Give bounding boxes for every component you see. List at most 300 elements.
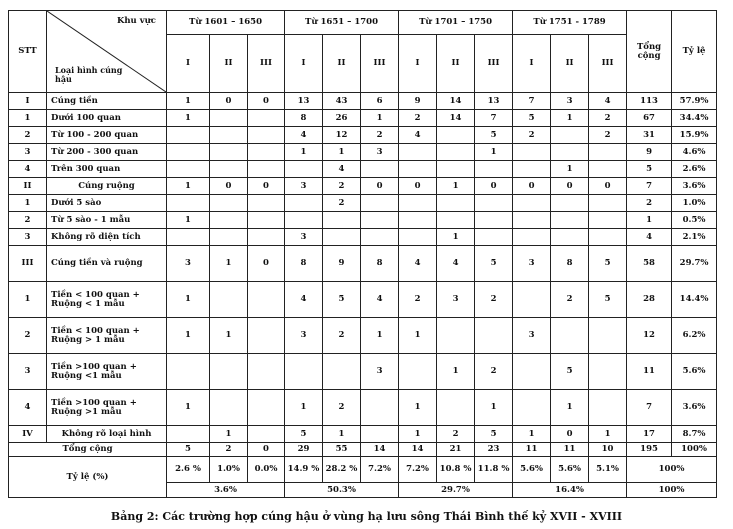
row-percent: 5.6% [672,354,717,390]
table-cell [323,229,361,246]
table-cell: 0 [551,178,589,195]
row-label: Tiền < 100 quan + Ruộng < 1 mẫu [47,282,167,318]
table-cell [475,212,513,229]
table-cell: 1.0% [210,457,248,483]
table-cell: 1 [361,110,399,127]
row-total: 2 [627,195,672,212]
table-cell [551,144,589,161]
table-cell [248,195,285,212]
table-cell: 2 [437,426,475,443]
table-cell: 0 [248,178,285,195]
row-stt: 4 [9,390,47,426]
row-percent: 29.7% [672,246,717,282]
header-sub-column: III [589,35,627,93]
table-row [9,93,717,110]
row-percent: 8.7% [672,426,717,443]
table-cell: 8 [361,246,399,282]
table-cell: 43 [323,93,361,110]
table-cell [513,212,551,229]
header-period: Từ 1701 – 1750 [399,11,513,35]
table-cell: 0.0% [248,457,285,483]
table-cell [437,195,475,212]
table-cell [551,195,589,212]
table-cell [323,354,361,390]
table-row [9,161,717,178]
row-label: Cúng tiền và ruộng [47,246,167,282]
table-cell [589,390,627,426]
row-percent: 15.9% [672,127,717,144]
table-cell: 7 [513,93,551,110]
table-cell: 12 [323,127,361,144]
table-cell: 5 [589,282,627,318]
table-cell [210,229,248,246]
table-cell: 8 [285,110,323,127]
table-cell [210,161,248,178]
header-sub-column: III [361,35,399,93]
header-tong-cong: Tổng cộng [627,11,672,93]
table-cell [437,318,475,354]
table-cell [475,229,513,246]
table-cell: 6 [361,93,399,110]
table-cell [513,282,551,318]
row-percent: 0.5% [672,212,717,229]
row-label: Trên 300 quan [47,161,167,178]
table-cell: 3 [437,282,475,318]
table-cell: 11.8 % [475,457,513,483]
table-cell [248,282,285,318]
table-cell: 5 [475,426,513,443]
table-cell [323,212,361,229]
row-stt: 4 [9,161,47,178]
row-label: Từ 200 - 300 quan [47,144,167,161]
row-total: 9 [627,144,672,161]
table-cell [361,195,399,212]
table-cell [361,161,399,178]
table-cell: 23 [475,443,513,457]
row-total: 67 [627,110,672,127]
table-cell: 4 [323,161,361,178]
table-cell [361,212,399,229]
table-cell: 2 [551,282,589,318]
row-percent: 14.4% [672,282,717,318]
table-row [9,246,717,282]
table-cell [167,229,210,246]
table-cell: 3 [285,318,323,354]
row-label: Tiền >100 quan + Ruộng <1 mẫu [47,354,167,390]
table-cell: 7 [475,110,513,127]
total-row-label: Tổng cộng [9,443,167,457]
table-cell [167,161,210,178]
table-row [9,354,717,390]
table-cell [589,195,627,212]
table-caption: Bảng 2: Các trường hợp cúng hậu ở vùng hạ lưu sông Thái Bình thế kỷ XVII - XVIII [110,510,623,523]
table-cell: 14 [399,443,437,457]
row-label: Từ 100 - 200 quan [47,127,167,144]
table-row [9,390,717,426]
table-cell: 1 [361,318,399,354]
table-cell [210,282,248,318]
row-total: 7 [627,178,672,195]
row-stt: 2 [9,318,47,354]
row-percent: 3.6% [672,390,717,426]
table-cell: 1 [323,144,361,161]
data-table [8,10,717,498]
row-stt: 2 [9,212,47,229]
table-cell: 5.6% [513,457,551,483]
row-label: Không rõ diện tích [47,229,167,246]
table-cell: 1 [589,426,627,443]
table-cell: 1 [285,144,323,161]
row-total: 7 [627,390,672,426]
table-row [9,178,717,195]
table-cell: 2 [589,127,627,144]
table-cell: 3 [513,246,551,282]
table-cell: 2 [361,127,399,144]
header-sub-column: II [551,35,589,93]
table-row [9,282,717,318]
header-sub-column: II [323,35,361,93]
table-cell [589,229,627,246]
table-cell [285,195,323,212]
table-cell [589,354,627,390]
table-cell [513,144,551,161]
table-cell: 3 [361,354,399,390]
row-label: Cúng ruộng [47,178,167,195]
table-cell: 2 [323,195,361,212]
table-cell [248,161,285,178]
table-cell [210,354,248,390]
table-cell [589,144,627,161]
table-cell: 1 [167,318,210,354]
table-cell [167,127,210,144]
table-cell: 2 [323,390,361,426]
period-percent-cell: 50.3% [285,483,399,498]
table-cell: 13 [285,93,323,110]
table-cell [437,161,475,178]
table-cell [437,390,475,426]
row-percent: 2.1% [672,229,717,246]
table-cell: 1 [167,390,210,426]
row-percent: 100% [672,443,717,457]
table-cell [513,195,551,212]
table-cell [399,144,437,161]
row-label: Không rõ loại hình [47,426,167,443]
table-cell: 1 [437,229,475,246]
table-cell: 1 [167,178,210,195]
table-cell: 10.8 % [437,457,475,483]
table-row [9,229,717,246]
table-cell: 10 [589,443,627,457]
table-row [9,110,717,127]
header-sub-column: I [399,35,437,93]
row-total: 5 [627,161,672,178]
row-label: Tiền >100 quan + Ruộng >1 mẫu [47,390,167,426]
row-total: 31 [627,127,672,144]
ratio-row [9,457,717,483]
table-cell: 2 [323,318,361,354]
table-row [9,195,717,212]
header-stt: STT [9,11,47,93]
table-cell [210,144,248,161]
table-cell: 4 [399,246,437,282]
row-stt: 3 [9,229,47,246]
row-percent: 57.9% [672,93,717,110]
table-cell: 1 [399,426,437,443]
table-cell: 4 [285,282,323,318]
row-total: 17 [627,426,672,443]
table-cell: 1 [399,390,437,426]
table-cell [210,127,248,144]
table-cell: 1 [513,426,551,443]
table-cell: 7.2% [361,457,399,483]
table-cell [248,127,285,144]
table-cell: 5 [589,246,627,282]
table-row [9,212,717,229]
header-khu-vuc: Khu vực [116,16,156,26]
table-cell: 13 [475,93,513,110]
table-cell: 2 [475,282,513,318]
table-cell: 4 [285,127,323,144]
table-cell [551,318,589,354]
table-cell: 5 [551,354,589,390]
row-total: 12 [627,318,672,354]
table-cell: 0 [361,178,399,195]
table-cell: 9 [323,246,361,282]
table-cell [210,390,248,426]
header-sub-column: III [248,35,285,93]
table-cell: 21 [437,443,475,457]
table-cell: 11 [551,443,589,457]
table-cell: 1 [167,212,210,229]
table-cell: 3 [551,93,589,110]
ratio-row-percent: 100% [627,457,717,483]
row-total: 113 [627,93,672,110]
table-cell [167,426,210,443]
header-period: Từ 1601 – 1650 [167,11,285,35]
table-cell: 0 [248,246,285,282]
table-cell: 1 [551,110,589,127]
table-cell: 5 [323,282,361,318]
table-cell: 1 [210,318,248,354]
table-cell: 5 [475,246,513,282]
table-cell: 8 [285,246,323,282]
table-cell: 2 [399,282,437,318]
table-cell: 1 [551,161,589,178]
table-cell [248,354,285,390]
table-cell [475,161,513,178]
row-total: 1 [627,212,672,229]
table-cell: 2 [210,443,248,457]
table-cell [167,144,210,161]
row-percent: 3.6% [672,178,717,195]
row-stt: I [9,93,47,110]
row-stt: 2 [9,127,47,144]
row-percent: 6.2% [672,318,717,354]
table-cell: 8 [551,246,589,282]
table-row [9,127,717,144]
period-percent-cell: 16.4% [513,483,627,498]
table-cell: 4 [589,93,627,110]
header-sub-column: I [513,35,551,93]
table-cell: 1 [210,426,248,443]
row-percent: 2.6% [672,161,717,178]
table-cell: 5 [513,110,551,127]
table-cell [513,161,551,178]
table-cell [437,144,475,161]
table-cell [248,212,285,229]
table-cell: 14.9 % [285,457,323,483]
table-cell: 1 [475,144,513,161]
table-cell: 55 [323,443,361,457]
table-cell: 1 [475,390,513,426]
table-cell [248,229,285,246]
header-loai-hinh: Loại hình cúng hậu [55,65,123,84]
table-cell: 1 [285,390,323,426]
table-cell [285,354,323,390]
table-cell: 0 [551,426,589,443]
row-stt: 3 [9,354,47,390]
period-percent-total: 100% [627,483,717,498]
table-cell: 2 [323,178,361,195]
period-percent-cell: 29.7% [399,483,513,498]
table-cell [210,212,248,229]
header-ty-le: Tỷ lệ [672,11,717,93]
table-cell [475,195,513,212]
table-cell [513,229,551,246]
table-cell: 0 [475,178,513,195]
table-cell: 7.2% [399,457,437,483]
row-label: Dưới 5 sào [47,195,167,212]
header-sub-column: I [285,35,323,93]
row-total: 4 [627,229,672,246]
table-cell [589,318,627,354]
row-label: Tiền < 100 quan + Ruộng > 1 mẫu [47,318,167,354]
table-cell [399,161,437,178]
table-cell [551,212,589,229]
table-cell [399,229,437,246]
row-total: 58 [627,246,672,282]
table-cell [167,354,210,390]
table-cell [513,354,551,390]
ratio-row-label: Tỷ lệ (%) [9,457,167,498]
table-cell: 0 [513,178,551,195]
header-sub-column: III [475,35,513,93]
row-total: 11 [627,354,672,390]
table-cell: 3 [285,178,323,195]
row-stt: IV [9,426,47,443]
table-cell [589,161,627,178]
table-cell [167,195,210,212]
table-cell: 5 [167,443,210,457]
table-cell [551,127,589,144]
row-stt: 1 [9,195,47,212]
table-cell [399,354,437,390]
table-cell: 0 [210,93,248,110]
table-cell: 14 [437,93,475,110]
row-percent: 34.4% [672,110,717,127]
table-cell: 4 [361,282,399,318]
row-label: Cúng tiền [47,93,167,110]
table-cell: 29 [285,443,323,457]
table-cell [475,318,513,354]
header-sub-column: II [210,35,248,93]
header-period: Từ 1651 – 1700 [285,11,399,35]
table-cell: 2 [399,110,437,127]
table-cell: 1 [551,390,589,426]
table-cell [399,195,437,212]
table-cell: 0 [210,178,248,195]
table-cell: 0 [248,93,285,110]
total-row [9,443,717,457]
table-cell: 5 [285,426,323,443]
table-cell [285,212,323,229]
table-cell [285,161,323,178]
table-cell: 1 [167,93,210,110]
table-cell: 3 [285,229,323,246]
table-cell: 3 [361,144,399,161]
row-total: 195 [627,443,672,457]
table-cell: 26 [323,110,361,127]
table-row [9,144,717,161]
table-cell [210,110,248,127]
table-cell [361,426,399,443]
table-cell [248,426,285,443]
table-cell: 5 [475,127,513,144]
row-percent: 1.0% [672,195,717,212]
table-cell [437,212,475,229]
header-period: Từ 1751 - 1789 [513,11,627,35]
table-cell: 1 [167,110,210,127]
table-cell [361,229,399,246]
table-cell: 9 [399,93,437,110]
table-cell [248,390,285,426]
table-cell: 1 [399,318,437,354]
table-cell [551,229,589,246]
table-cell [248,110,285,127]
table-row [9,318,717,354]
table-cell: 1 [210,246,248,282]
table-cell: 1 [323,426,361,443]
table-cell: 11 [513,443,551,457]
table-cell [437,127,475,144]
table-cell [589,212,627,229]
period-percent-cell: 3.6% [167,483,285,498]
row-stt: 1 [9,110,47,127]
row-stt: 1 [9,282,47,318]
row-label: Từ 5 sào - 1 mẫu [47,212,167,229]
row-label: Dưới 100 quan [47,110,167,127]
row-stt: II [9,178,47,195]
table-cell: 0 [399,178,437,195]
table-cell: 2 [475,354,513,390]
table-cell: 14 [437,110,475,127]
table-cell: 0 [248,443,285,457]
table-cell: 1 [437,354,475,390]
table-cell: 2 [513,127,551,144]
table-row [9,426,717,443]
table-cell: 5.6% [551,457,589,483]
table-cell: 0 [589,178,627,195]
table-cell [513,390,551,426]
table-cell [210,195,248,212]
row-stt: III [9,246,47,282]
table-cell [248,318,285,354]
header-diagonal-cell [47,11,167,93]
table-cell: 14 [361,443,399,457]
table-cell: 28.2 % [323,457,361,483]
table-cell: 3 [167,246,210,282]
header-sub-column: I [167,35,210,93]
